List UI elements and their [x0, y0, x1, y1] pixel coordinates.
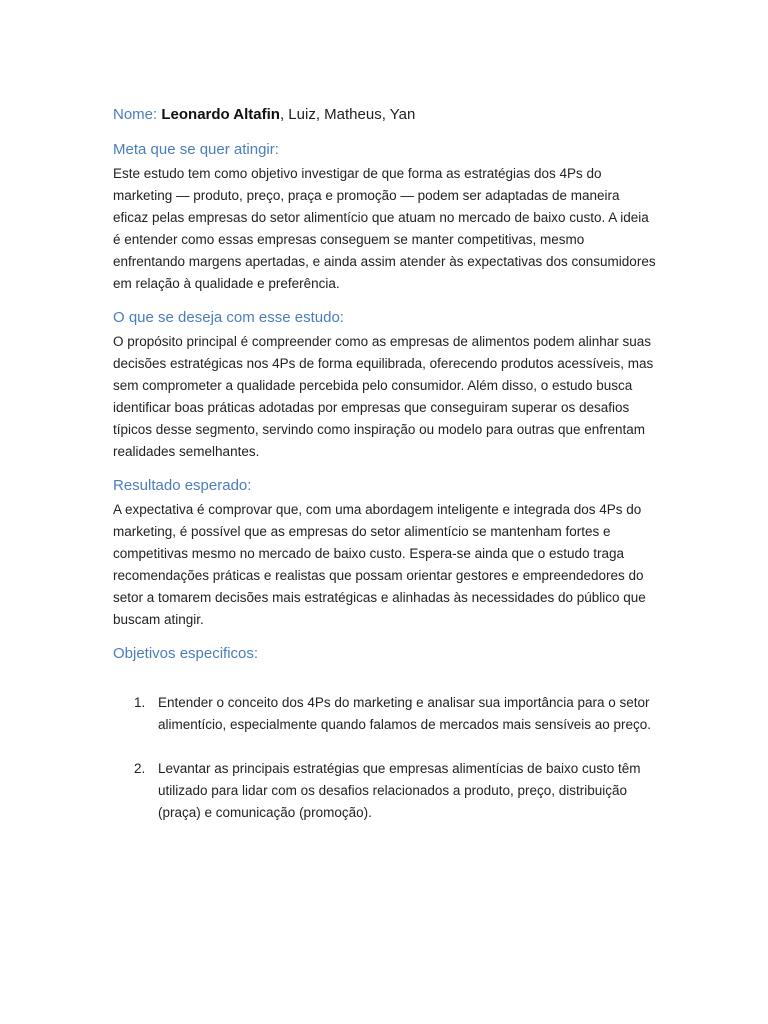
authors-line	[113, 104, 658, 126]
section-objectives	[113, 644, 658, 824]
section-goal	[113, 140, 658, 295]
section-purpose	[113, 308, 658, 463]
section-heading-purpose: O que se deseja com esse estudo:	[113, 309, 344, 326]
document-page	[113, 104, 658, 846]
list-item-number: 1.	[134, 695, 146, 710]
section-heading-goal: Meta que se quer atingir:	[113, 141, 279, 158]
section-text-purpose: O propósito principal é compreender como as empresas de alimentos podem alinhar suas decisões estratégicas nos 4Ps de forma equilibrada, oferecendo produtos acessíveis, mas sem comprometer a qualidade percebida pelo consumidor. Além disso, o estudo busca identificar boas práticas adotadas por empresas que conseguiram superar os desafios típicos desse segmento, servindo como inspiração ou modelo para outras que enfrentam realidades semelhantes.	[113, 334, 654, 459]
section-heading-objectives: Objetivos especificos:	[113, 645, 259, 662]
list-item-number: 2.	[134, 761, 146, 776]
section-expected-result	[113, 476, 658, 631]
section-text-goal: Este estudo tem como objetivo investigar de que forma as estratégias dos 4Ps do marketing — produto, preço, praça e promoção — podem ser adaptadas de maneira eficaz pelas empresas do setor alimentício que atuam no mercado de baixo custo. A ideia é entender como essas empresas conseguem se manter competitivas, mesmo enfrentando margens apertadas, e ainda assim atender às expectativas dos consumidores em relação à qualidade e preferência.	[113, 166, 656, 291]
objectives-list	[113, 692, 658, 824]
section-heading-expected-result: Resultado esperado:	[113, 477, 252, 494]
list-item	[113, 758, 658, 824]
list-item-text: Levantar as principais estratégias que empresas alimentícias de baixo custo têm utilizado para lidar com os desafios relacionados a produto, preço, distribuição (praça) e comunicação (promoção).	[158, 761, 641, 820]
author-primary: Leonardo Altafin	[161, 106, 280, 123]
list-item	[113, 692, 658, 736]
authors-other: , Luiz, Matheus, Yan	[279, 106, 416, 123]
authors-label: Nome:	[113, 106, 158, 123]
list-item-text: Entender o conceito dos 4Ps do marketing e analisar sua importância para o setor alimentício, especialmente quando falamos de mercados mais sensíveis ao preço.	[158, 695, 652, 732]
section-text-expected-result: A expectativa é comprovar que, com uma abordagem inteligente e integrada dos 4Ps do marketing, é possível que as empresas do setor alimentício se mantenham fortes e competitivas mesmo no mercado de baixo custo. Espera-se ainda que o estudo traga recomendações práticas e realistas que possam orientar gestores e empreendedores do setor a tomarem decisões mais estratégicas e alinhadas às necessidades do público que buscam atingir.	[113, 502, 646, 627]
